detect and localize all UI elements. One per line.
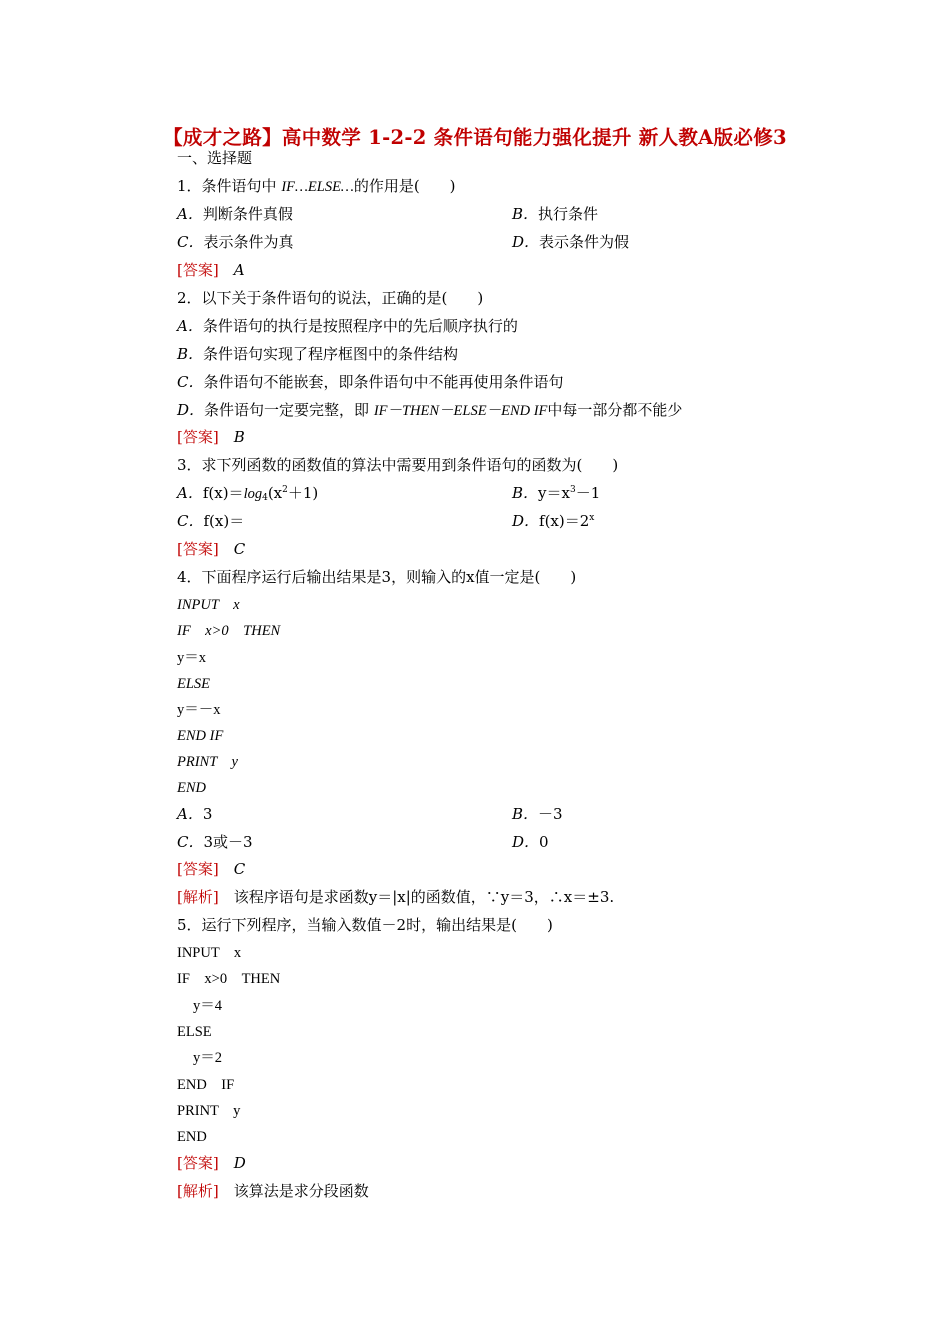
option-text: 表示条件为假	[539, 233, 630, 251]
option-label: C．	[177, 512, 204, 530]
q4-option-d	[512, 832, 549, 852]
q4-option-b	[512, 804, 563, 824]
q5-code-line: END IF	[177, 1077, 235, 1093]
q3-option-c	[177, 511, 244, 531]
answer-value: B	[233, 428, 245, 446]
formula-sup: 2	[282, 485, 288, 495]
analysis-text: 该程序语句是求函数y＝|x|的函数值，∵y＝3，∴x＝±3.	[233, 888, 615, 906]
q5-code-line: IF x>0 THEN	[177, 971, 281, 987]
section-heading: 一、选择题	[177, 149, 253, 167]
q3-option-a	[177, 483, 318, 504]
q2-option-b	[177, 344, 458, 364]
option-text: 判断条件真假	[202, 205, 293, 223]
option-text: 条件语句实现了程序框图中的条件结构	[203, 345, 459, 363]
option-text-post: 中每一部分都不能少	[547, 401, 683, 419]
answer-tag: [答案]	[177, 428, 219, 446]
q5-code-line: INPUT x	[177, 945, 242, 961]
option-text: 表示条件为真	[203, 233, 294, 251]
formula-part: ＋1)	[287, 484, 319, 502]
q2-option-a	[177, 316, 518, 336]
q4-analysis	[177, 887, 614, 907]
q1-stem-text-post: 的作用是( )	[353, 177, 456, 195]
option-text: 条件语句的执行是按照程序中的先后顺序执行的	[202, 317, 518, 335]
q2-answer	[177, 427, 245, 447]
formula-sub: 4	[262, 493, 268, 503]
answer-value: C	[233, 860, 246, 878]
answer-tag: [答案]	[177, 261, 219, 279]
q5-code-line: ELSE	[177, 1024, 212, 1040]
q3-option-b	[512, 483, 600, 503]
answer-value: D	[233, 1154, 246, 1172]
option-code: IF－THEN－ELSE－END IF	[373, 403, 548, 419]
option-label: B．	[512, 484, 539, 502]
option-text: 条件语句不能嵌套，即条件语句中不能再使用条件语句	[203, 373, 564, 391]
q1-option-d	[512, 232, 629, 252]
option-text: －3	[538, 805, 563, 823]
q4-code-line: y＝x	[177, 650, 206, 666]
option-label: D．	[512, 233, 540, 251]
formula-part: f(x)＝	[203, 512, 245, 530]
formula-part: y＝x	[538, 484, 570, 502]
formula-part: －1	[575, 484, 601, 502]
formula-part: f(x)＝2	[539, 512, 590, 530]
option-text: 3或－3	[203, 833, 253, 851]
formula-sup: 3	[569, 485, 576, 495]
formula-part: f(x)＝	[202, 484, 244, 502]
q5-code-line: y＝2	[193, 1050, 222, 1066]
q5-code-line: PRINT y	[177, 1103, 241, 1119]
formula-sup: x	[589, 513, 595, 523]
option-label: B．	[512, 205, 539, 223]
question-4-stem: 4．下面程序运行后输出结果是3，则输入的x值一定是( )	[177, 568, 577, 586]
q2-option-c	[177, 372, 564, 392]
option-label: D．	[177, 401, 205, 419]
q4-code-line: IF x>0 THEN	[177, 623, 281, 639]
q1-stem-code: IF…ELSE…	[281, 179, 354, 195]
option-label: A．	[177, 805, 203, 823]
option-text: 0	[539, 833, 549, 851]
question-2-stem: 2．以下关于条件语句的说法，正确的是( )	[177, 289, 484, 307]
option-label: B．	[512, 805, 539, 823]
option-label: D．	[512, 512, 540, 530]
q5-code-line: y＝4	[193, 998, 222, 1014]
option-text: 条件语句一定要完整，即	[204, 401, 374, 419]
q1-stem-text: 1．条件语句中	[177, 177, 282, 195]
answer-tag: [答案]	[177, 540, 219, 558]
q4-code-line: PRINT y	[177, 754, 238, 770]
analysis-text: 该算法是求分段函数	[233, 1182, 369, 1200]
answer-tag: [答案]	[177, 860, 219, 878]
q3-option-d	[512, 511, 594, 531]
q4-code-line: END	[177, 780, 206, 796]
q3-answer	[177, 539, 245, 559]
option-label: A．	[177, 317, 203, 335]
analysis-tag: [解析]	[177, 1182, 219, 1200]
option-label: D．	[512, 833, 540, 851]
answer-value: A	[233, 261, 245, 279]
analysis-tag: [解析]	[177, 888, 219, 906]
answer-tag: [答案]	[177, 1154, 219, 1172]
option-text: 执行条件	[538, 205, 599, 223]
q4-code-line: END IF	[177, 728, 224, 744]
option-label: C．	[177, 373, 204, 391]
q4-code-line: ELSE	[177, 676, 211, 692]
q5-code-line: END	[177, 1129, 207, 1145]
option-label: B．	[177, 345, 204, 363]
q4-answer	[177, 859, 245, 879]
question-5-stem: 5．运行下列程序，当输入数值－2时，输出结果是( )	[177, 916, 553, 934]
option-label: A．	[177, 484, 203, 502]
q2-option-d	[177, 400, 682, 421]
q4-code-line: INPUT x	[177, 597, 240, 613]
q4-code-line: y＝－x	[177, 702, 221, 718]
q1-option-b	[512, 204, 598, 224]
option-text: 3	[202, 805, 213, 823]
q5-analysis	[177, 1181, 369, 1201]
q1-option-a	[177, 204, 293, 224]
q1-answer	[177, 260, 245, 280]
q4-option-a	[177, 804, 212, 824]
formula-part: (x	[267, 484, 283, 502]
q1-option-c	[177, 232, 294, 252]
formula-fn: log	[243, 486, 263, 502]
question-3-stem: 3．求下列函数的函数值的算法中需要用到条件语句的函数为( )	[177, 456, 619, 474]
option-label: A．	[177, 205, 203, 223]
q5-answer	[177, 1153, 246, 1173]
document-title: 【成才之路】高中数学 1-2-2 条件语句能力强化提升 新人教A版必修3	[163, 126, 787, 149]
q4-option-c	[177, 832, 253, 852]
option-label: C．	[177, 833, 204, 851]
question-1-stem	[177, 176, 456, 197]
answer-value: C	[233, 540, 246, 558]
option-label: C．	[177, 233, 204, 251]
